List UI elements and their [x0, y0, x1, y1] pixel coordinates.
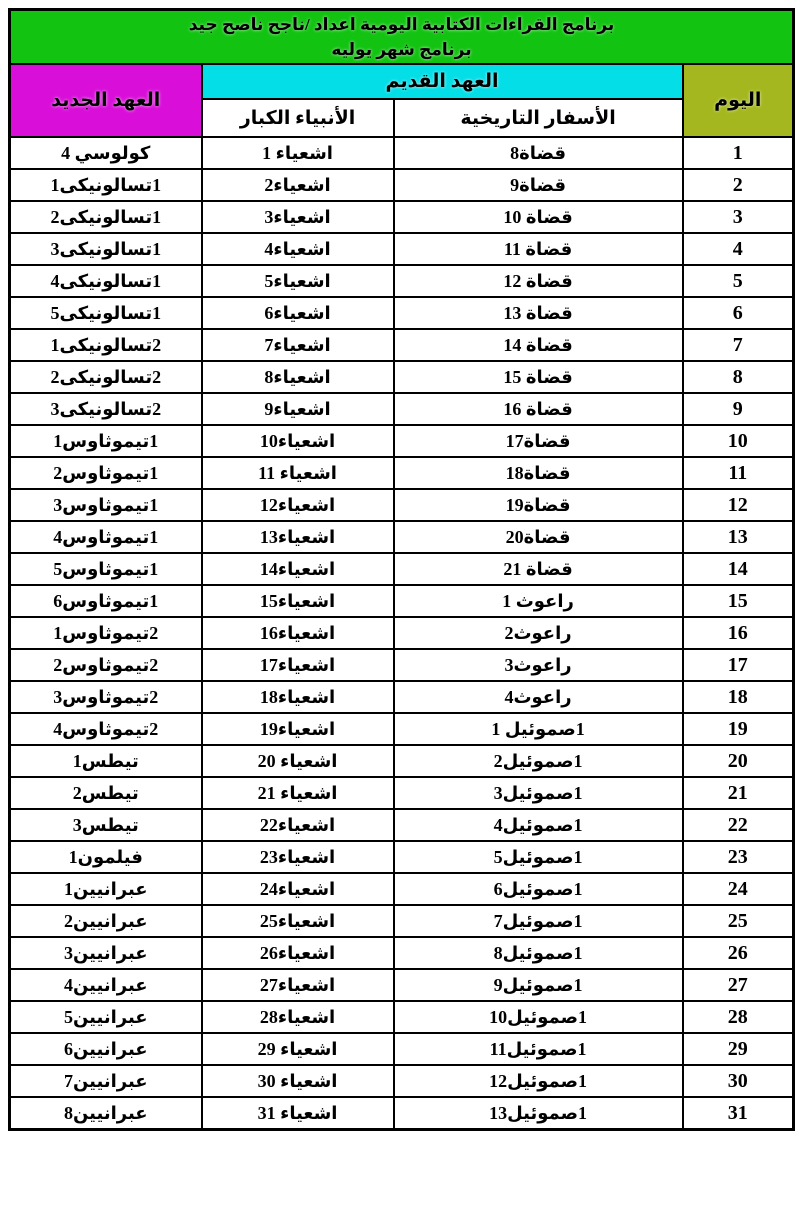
historical-books-cell: قضاة17 [394, 425, 683, 457]
day-cell: 10 [683, 425, 794, 457]
historical-books-cell: قضاة19 [394, 489, 683, 521]
historical-books-cell: 1صموئيل7 [394, 905, 683, 937]
day-cell: 3 [683, 201, 794, 233]
historical-books-cell: 1صموئيل9 [394, 969, 683, 1001]
reading-schedule-table [8, 8, 795, 1131]
day-cell: 14 [683, 553, 794, 585]
column-header-major-prophets: الأنبياء الكبار [202, 99, 394, 137]
page-title-line-1: برنامج القراءات الكتابية اليومية اعداد /ناجح ناصح جيد [188, 15, 615, 34]
historical-books-cell: 1صموئيل11 [394, 1033, 683, 1065]
table-row [10, 297, 794, 329]
major-prophets-cell: اشعياء6 [202, 297, 394, 329]
historical-books-cell: قضاة 16 [394, 393, 683, 425]
historical-books-cell: قضاة 15 [394, 361, 683, 393]
major-prophets-cell: اشعياء18 [202, 681, 394, 713]
column-header-day: اليوم [683, 64, 794, 137]
day-cell: 31 [683, 1097, 794, 1130]
schedule-rows [10, 137, 794, 1130]
new-testament-cell: عبرانيين1 [10, 873, 202, 905]
table-row [10, 617, 794, 649]
historical-books-cell: قضاة18 [394, 457, 683, 489]
day-cell: 17 [683, 649, 794, 681]
major-prophets-cell: اشعياء16 [202, 617, 394, 649]
historical-books-cell: قضاة 11 [394, 233, 683, 265]
table-row [10, 937, 794, 969]
page-title [10, 10, 794, 65]
day-cell: 19 [683, 713, 794, 745]
table-row [10, 1001, 794, 1033]
new-testament-cell: 1تيموثاوس3 [10, 489, 202, 521]
table-row [10, 841, 794, 873]
day-cell: 28 [683, 1001, 794, 1033]
major-prophets-cell: اشعياء9 [202, 393, 394, 425]
historical-books-cell: 1صموئيل12 [394, 1065, 683, 1097]
table-row [10, 585, 794, 617]
table-row [10, 713, 794, 745]
new-testament-cell: 1تسالونيكى5 [10, 297, 202, 329]
major-prophets-cell: اشعياء 21 [202, 777, 394, 809]
table-row [10, 201, 794, 233]
day-cell: 27 [683, 969, 794, 1001]
new-testament-cell: 1تيموثاوس5 [10, 553, 202, 585]
new-testament-cell: 1تيموثاوس2 [10, 457, 202, 489]
major-prophets-cell: اشعياء 11 [202, 457, 394, 489]
day-cell: 18 [683, 681, 794, 713]
table-row [10, 809, 794, 841]
historical-books-cell: راعوث3 [394, 649, 683, 681]
table-row [10, 873, 794, 905]
historical-books-cell: قضاة8 [394, 137, 683, 169]
table-row [10, 905, 794, 937]
day-cell: 29 [683, 1033, 794, 1065]
new-testament-cell: 1تسالونيكى4 [10, 265, 202, 297]
new-testament-cell: تيطس1 [10, 745, 202, 777]
new-testament-cell: 2تيموثاوس2 [10, 649, 202, 681]
title-row [10, 10, 794, 65]
historical-books-cell: قضاة20 [394, 521, 683, 553]
historical-books-cell: 1صموئيل8 [394, 937, 683, 969]
new-testament-cell: عبرانيين4 [10, 969, 202, 1001]
new-testament-cell: 2تسالونيكى3 [10, 393, 202, 425]
table-row [10, 681, 794, 713]
table-row [10, 361, 794, 393]
new-testament-cell: 2تيموثاوس4 [10, 713, 202, 745]
new-testament-cell: 1تسالونيكى1 [10, 169, 202, 201]
table-row [10, 1097, 794, 1130]
major-prophets-cell: اشعياء17 [202, 649, 394, 681]
major-prophets-cell: اشعياء25 [202, 905, 394, 937]
day-cell: 30 [683, 1065, 794, 1097]
day-cell: 13 [683, 521, 794, 553]
major-prophets-cell: اشعياء 1 [202, 137, 394, 169]
historical-books-cell: 1صموئيل2 [394, 745, 683, 777]
new-testament-cell: عبرانيين8 [10, 1097, 202, 1130]
table-row [10, 969, 794, 1001]
column-header-old-testament: العهد القديم [202, 64, 683, 99]
day-cell: 11 [683, 457, 794, 489]
historical-books-cell: قضاة 13 [394, 297, 683, 329]
historical-books-cell: 1صموئيل13 [394, 1097, 683, 1130]
day-cell: 16 [683, 617, 794, 649]
day-cell: 7 [683, 329, 794, 361]
table-row [10, 329, 794, 361]
major-prophets-cell: اشعياء13 [202, 521, 394, 553]
new-testament-cell: تيطس3 [10, 809, 202, 841]
new-testament-cell: 1تسالونيكى2 [10, 201, 202, 233]
table-row [10, 457, 794, 489]
historical-books-cell: قضاة9 [394, 169, 683, 201]
major-prophets-cell: اشعياء3 [202, 201, 394, 233]
day-cell: 4 [683, 233, 794, 265]
major-prophets-cell: اشعياء10 [202, 425, 394, 457]
new-testament-cell: عبرانيين2 [10, 905, 202, 937]
historical-books-cell: قضاة 10 [394, 201, 683, 233]
day-cell: 12 [683, 489, 794, 521]
table-row [10, 265, 794, 297]
major-prophets-cell: اشعياء19 [202, 713, 394, 745]
table-row [10, 425, 794, 457]
table-row [10, 137, 794, 169]
table-row [10, 777, 794, 809]
historical-books-cell: راعوث 1 [394, 585, 683, 617]
major-prophets-cell: اشعياء5 [202, 265, 394, 297]
new-testament-cell: 1تسالونيكى3 [10, 233, 202, 265]
major-prophets-cell: اشعياء 31 [202, 1097, 394, 1130]
new-testament-cell: 2تيموثاوس3 [10, 681, 202, 713]
historical-books-cell: 1صموئيل3 [394, 777, 683, 809]
day-cell: 21 [683, 777, 794, 809]
new-testament-cell: عبرانيين5 [10, 1001, 202, 1033]
table-row [10, 233, 794, 265]
table-row [10, 169, 794, 201]
day-cell: 2 [683, 169, 794, 201]
major-prophets-cell: اشعياء15 [202, 585, 394, 617]
major-prophets-cell: اشعياء 20 [202, 745, 394, 777]
day-cell: 1 [683, 137, 794, 169]
new-testament-cell: تيطس2 [10, 777, 202, 809]
historical-books-cell: راعوث2 [394, 617, 683, 649]
new-testament-cell: عبرانيين7 [10, 1065, 202, 1097]
table-row [10, 489, 794, 521]
table-row [10, 521, 794, 553]
page-title-line-2: برنامج شهر يوليه [331, 40, 472, 59]
table-row [10, 1033, 794, 1065]
major-prophets-cell: اشعياء14 [202, 553, 394, 585]
historical-books-cell: 1صموئيل5 [394, 841, 683, 873]
day-cell: 20 [683, 745, 794, 777]
major-prophets-cell: اشعياء23 [202, 841, 394, 873]
major-prophets-cell: اشعياء 29 [202, 1033, 394, 1065]
new-testament-cell: 2تسالونيكى1 [10, 329, 202, 361]
day-cell: 6 [683, 297, 794, 329]
table-row [10, 745, 794, 777]
table-row [10, 393, 794, 425]
major-prophets-cell: اشعياء2 [202, 169, 394, 201]
table-row [10, 649, 794, 681]
historical-books-cell: 1صموئيل 1 [394, 713, 683, 745]
historical-books-cell: 1صموئيل6 [394, 873, 683, 905]
new-testament-cell: فيلمون1 [10, 841, 202, 873]
major-prophets-cell: اشعياء4 [202, 233, 394, 265]
new-testament-cell: عبرانيين6 [10, 1033, 202, 1065]
column-header-new-testament: العهد الجديد [10, 64, 202, 137]
day-cell: 5 [683, 265, 794, 297]
major-prophets-cell: اشعياء26 [202, 937, 394, 969]
major-prophets-cell: اشعياء27 [202, 969, 394, 1001]
historical-books-cell: راعوث4 [394, 681, 683, 713]
table-row [10, 553, 794, 585]
historical-books-cell: قضاة 14 [394, 329, 683, 361]
new-testament-cell: عبرانيين3 [10, 937, 202, 969]
major-prophets-cell: اشعياء8 [202, 361, 394, 393]
new-testament-cell: 1تيموثاوس6 [10, 585, 202, 617]
major-prophets-cell: اشعياء24 [202, 873, 394, 905]
new-testament-cell: كولوسي 4 [10, 137, 202, 169]
day-cell: 25 [683, 905, 794, 937]
day-cell: 22 [683, 809, 794, 841]
header-row-main [10, 64, 794, 99]
new-testament-cell: 1تيموثاوس4 [10, 521, 202, 553]
major-prophets-cell: اشعياء22 [202, 809, 394, 841]
table-row [10, 1065, 794, 1097]
major-prophets-cell: اشعياء7 [202, 329, 394, 361]
major-prophets-cell: اشعياء 30 [202, 1065, 394, 1097]
historical-books-cell: 1صموئيل4 [394, 809, 683, 841]
historical-books-cell: 1صموئيل10 [394, 1001, 683, 1033]
column-header-historical-books: الأسفار التاريخية [394, 99, 683, 137]
new-testament-cell: 2تسالونيكى2 [10, 361, 202, 393]
day-cell: 23 [683, 841, 794, 873]
historical-books-cell: قضاة 21 [394, 553, 683, 585]
day-cell: 15 [683, 585, 794, 617]
day-cell: 8 [683, 361, 794, 393]
new-testament-cell: 1تيموثاوس1 [10, 425, 202, 457]
historical-books-cell: قضاة 12 [394, 265, 683, 297]
day-cell: 26 [683, 937, 794, 969]
major-prophets-cell: اشعياء12 [202, 489, 394, 521]
day-cell: 9 [683, 393, 794, 425]
new-testament-cell: 2تيموثاوس1 [10, 617, 202, 649]
day-cell: 24 [683, 873, 794, 905]
major-prophets-cell: اشعياء28 [202, 1001, 394, 1033]
